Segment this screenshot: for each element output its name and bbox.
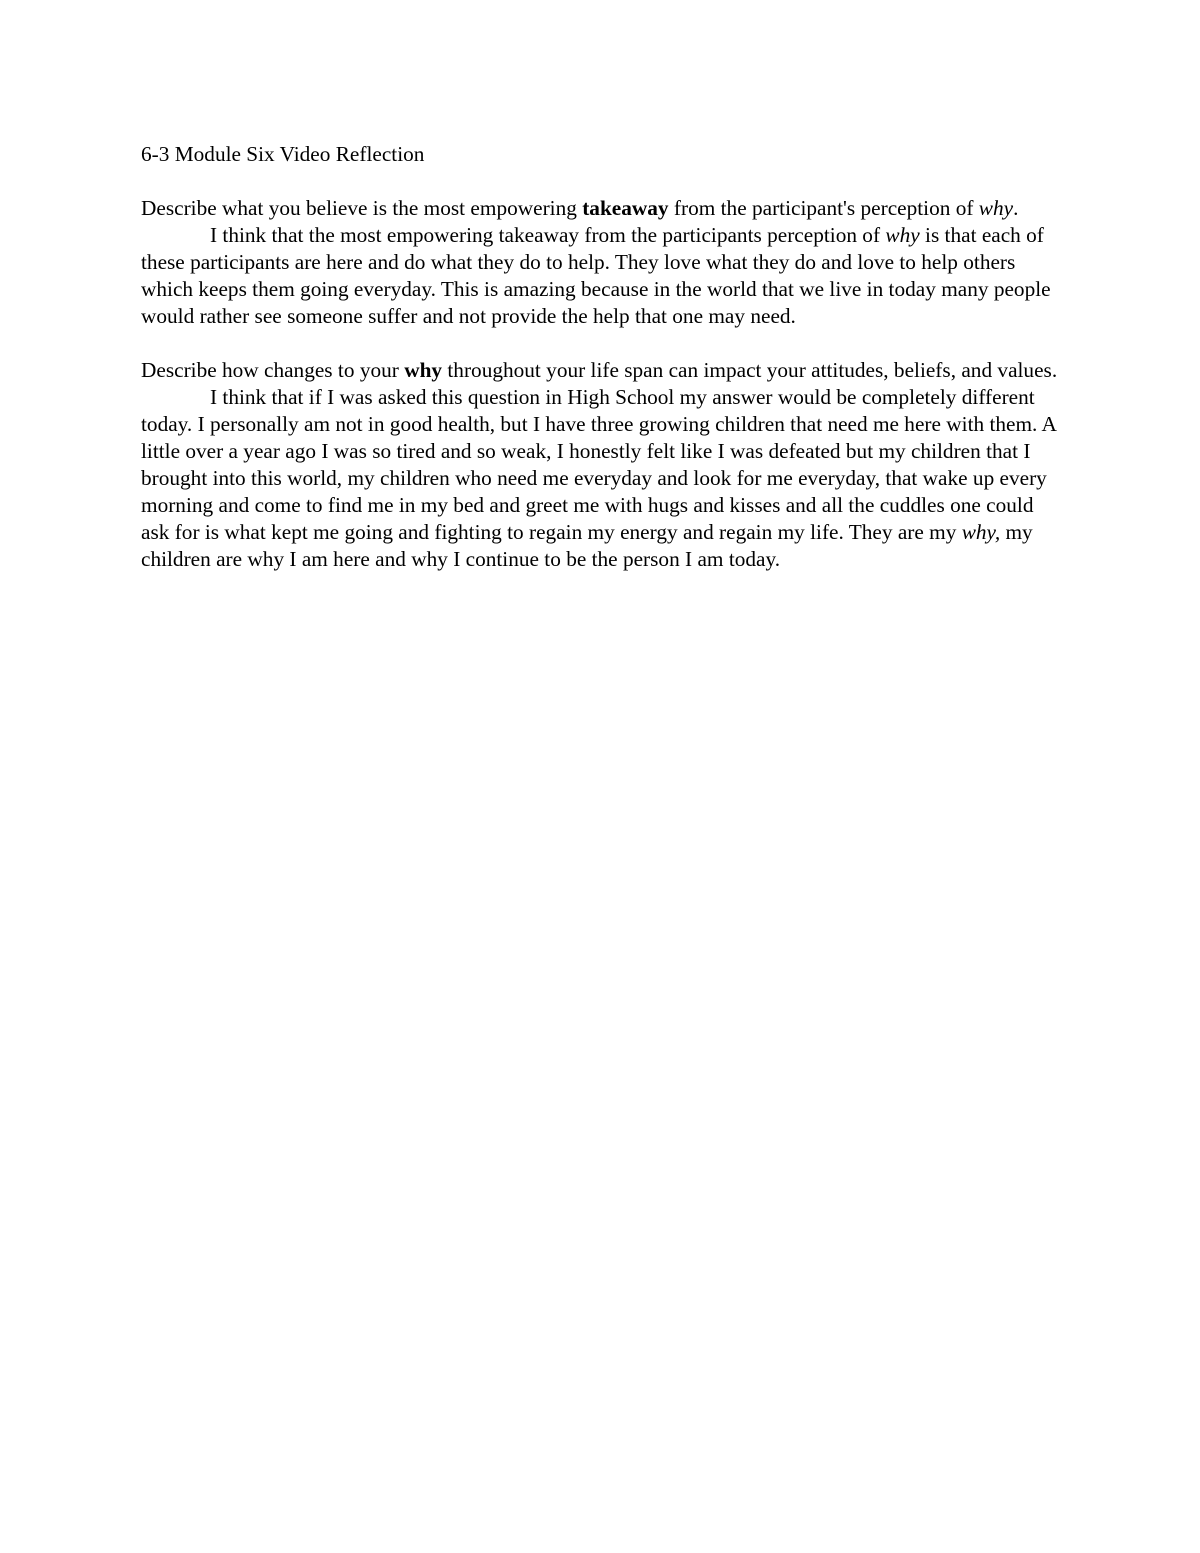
answer-1 xyxy=(141,222,1066,330)
answer-1-italic-term: why xyxy=(885,223,920,247)
question-1-prompt xyxy=(141,195,1066,222)
answer-1-text-end: is that each of these participants are here and do what they do to help. They love what they do and love to help others which keeps them going everyday. This is amazing because in the world that we live in today many people would rather see someone suffer and not provide the help that one may need. xyxy=(141,223,1051,328)
document-title: 6-3 Module Six Video Reflection xyxy=(141,142,425,166)
paragraph-spacer xyxy=(141,330,1066,357)
answer-2-text-end: my children are why I am here and why I continue to be the person I am today. xyxy=(141,520,1033,571)
answer-2-italic-term: why, xyxy=(961,520,1001,544)
question-2-text-end: throughout your life span can impact your attitudes, beliefs, and values. xyxy=(442,358,1058,382)
question-2-prompt xyxy=(141,357,1066,384)
question-2-bold-term: why xyxy=(404,358,443,382)
answer-2-text-start: I think that if I was asked this question in High School my answer would be completely different today. I personally am not in good health, but I have three growing children that need me here with them. A little over a year ago I was so tired and so weak, I honestly felt like I was defeated but my children that I brought into this world, my children who need me everyday and look for me everyday, that wake up every morning and come to find me in my bed and greet me with hugs and kisses and all the cuddles one could ask for is what kept me going and fighting to regain my energy and regain my life. They are my xyxy=(141,385,1056,544)
question-1-italic-term: why xyxy=(978,196,1014,220)
document-body xyxy=(141,141,1066,573)
question-2-text-start: Describe how changes to your xyxy=(141,358,405,382)
answer-1-text-start: I think that the most empowering takeaway from the participants perception of xyxy=(210,223,886,247)
question-1-text-end: . xyxy=(1013,196,1019,220)
answer-2 xyxy=(141,384,1066,573)
question-1-bold-term: takeaway xyxy=(582,196,669,220)
question-1-text-middle: from the participant's perception of xyxy=(668,196,979,220)
question-1-text-start: Describe what you believe is the most empowering xyxy=(141,196,583,220)
